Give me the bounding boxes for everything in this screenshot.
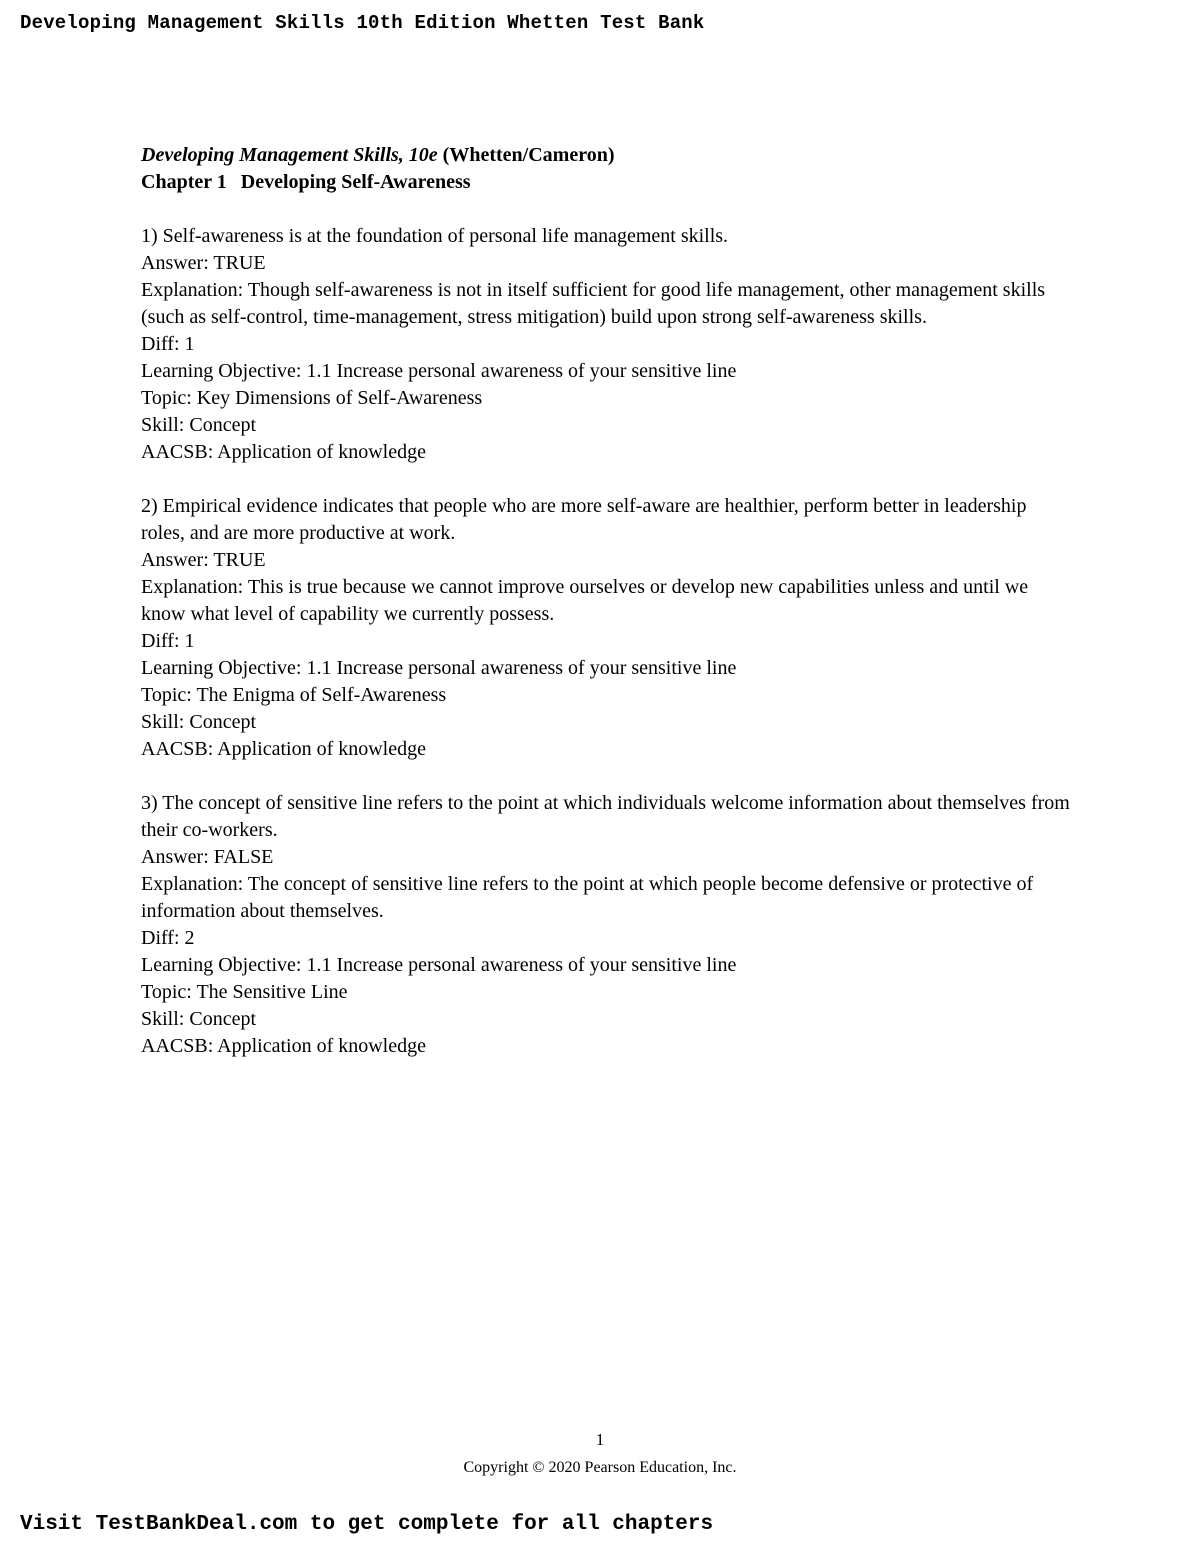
aacsb-text: AACSB: Application of knowledge	[141, 441, 426, 463]
question-text: 2) Empirical evidence indicates that people who are more self-aware are healthier, perform better in leadership roles, and are more productive at work.	[141, 495, 1027, 544]
document-content	[141, 142, 1071, 1060]
question-text: 1) Self-awareness is at the foundation of personal life management skills.	[141, 225, 729, 247]
aacsb-text: AACSB: Application of knowledge	[141, 1035, 426, 1057]
difficulty-text: Diff: 1	[141, 630, 195, 652]
chapter-heading	[141, 169, 1071, 196]
copyright-notice: Copyright © 2020 Pearson Education, Inc.	[463, 1459, 737, 1476]
skill-text: Skill: Concept	[141, 1008, 256, 1030]
answer-text: Answer: TRUE	[141, 549, 266, 571]
book-title: Developing Management Skills, 10e	[141, 144, 438, 166]
top-banner: Developing Management Skills 10th Edition Whetten Test Bank	[20, 12, 705, 34]
difficulty-text: Diff: 2	[141, 927, 195, 949]
answer-text: Answer: FALSE	[141, 846, 274, 868]
skill-text: Skill: Concept	[141, 414, 256, 436]
book-heading	[141, 142, 1071, 169]
learning-objective-text: Learning Objective: 1.1 Increase personal awareness of your sensitive line	[141, 954, 737, 976]
question-item	[141, 223, 1071, 466]
learning-objective-text: Learning Objective: 1.1 Increase personal awareness of your sensitive line	[141, 657, 737, 679]
aacsb-text: AACSB: Application of knowledge	[141, 738, 426, 760]
answer-text: Answer: TRUE	[141, 252, 266, 274]
difficulty-text: Diff: 1	[141, 333, 195, 355]
skill-text: Skill: Concept	[141, 711, 256, 733]
question-item	[141, 790, 1071, 1060]
chapter-label: Chapter 1	[141, 171, 227, 193]
chapter-title: Developing Self-Awareness	[240, 171, 471, 193]
bottom-banner: Visit TestBankDeal.com to get complete for all chapters	[20, 1513, 714, 1536]
question-item	[141, 493, 1071, 763]
learning-objective-text: Learning Objective: 1.1 Increase personal awareness of your sensitive line	[141, 360, 737, 382]
topic-text: Topic: The Sensitive Line	[141, 981, 348, 1003]
topic-text: Topic: The Enigma of Self-Awareness	[141, 684, 447, 706]
topic-text: Topic: Key Dimensions of Self-Awareness	[141, 387, 483, 409]
explanation-text: Explanation: This is true because we cannot improve ourselves or develop new capabilities unless and until we know what level of capability we currently possess.	[141, 576, 1029, 625]
explanation-text: Explanation: The concept of sensitive line refers to the point at which people become defensive or protective of information about themselves.	[141, 873, 1034, 922]
page-number: 1	[595, 1430, 605, 1449]
book-authors: (Whetten/Cameron)	[442, 144, 615, 166]
explanation-text: Explanation: Though self-awareness is not in itself sufficient for good life management, other management skills (such as self-control, time-management, stress mitigation) build upon strong self-awareness skills.	[141, 279, 1046, 328]
question-text: 3) The concept of sensitive line refers to the point at which individuals welcome information about themselves from their co-workers.	[141, 792, 1070, 841]
